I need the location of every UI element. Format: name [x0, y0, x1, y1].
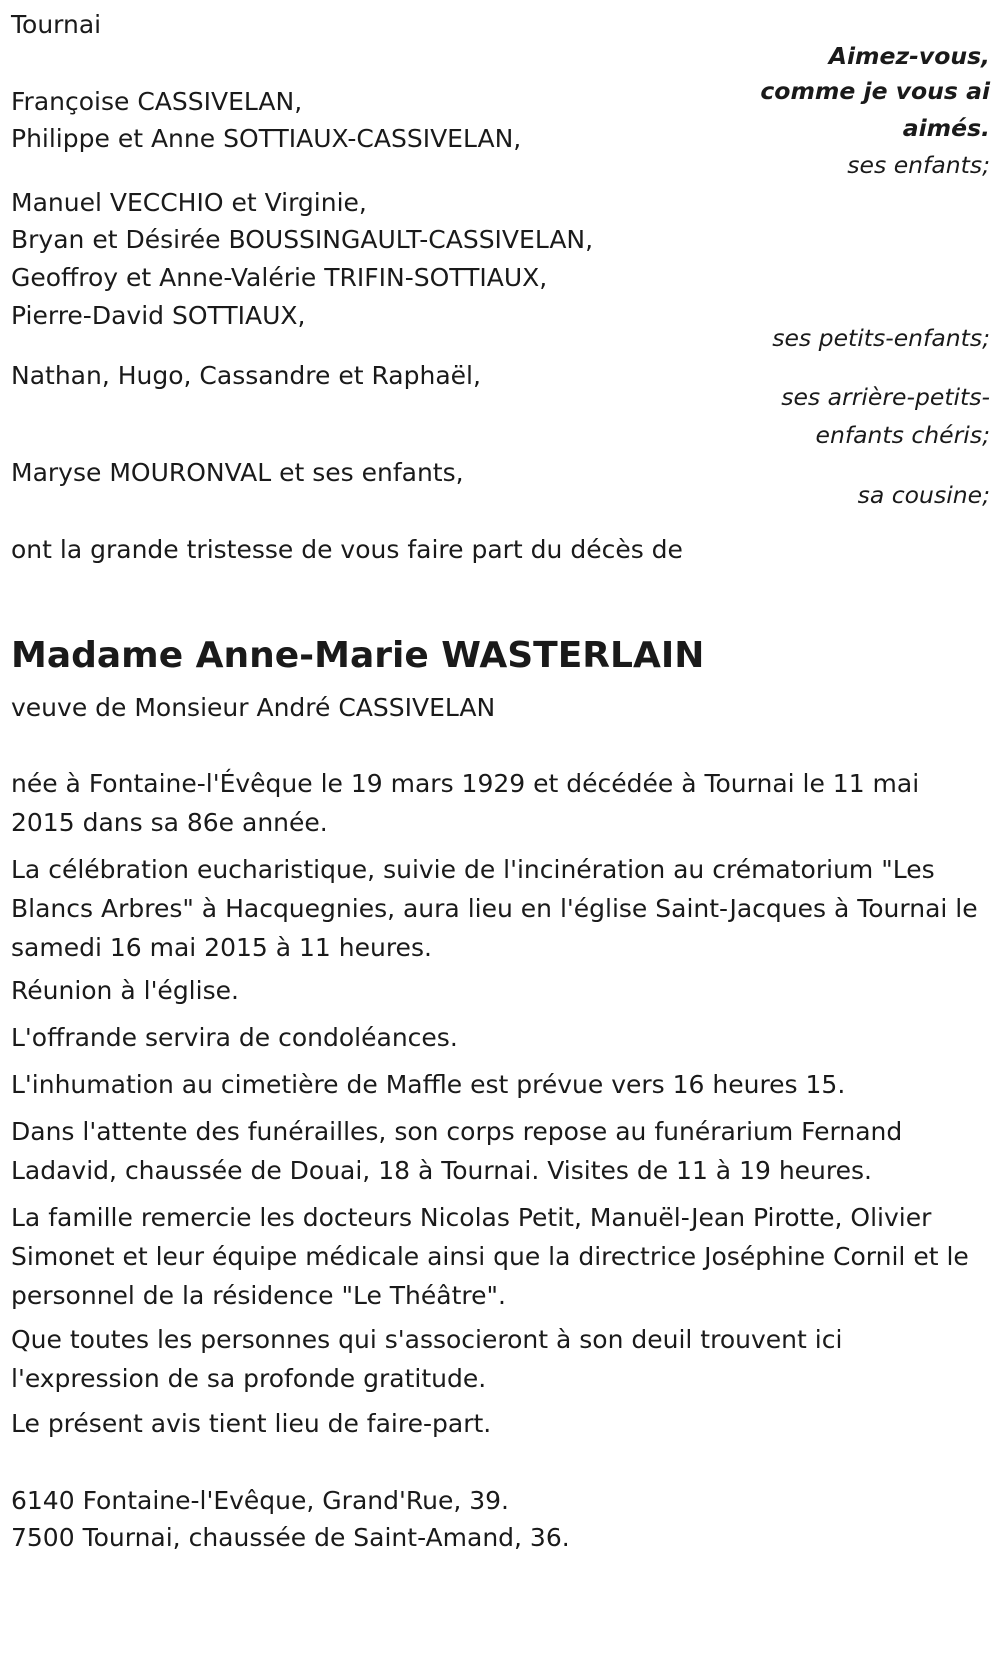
quote-line-3: aimés. — [902, 114, 990, 142]
grandchild-name-4: Pierre-David SOTTIAUX, — [11, 301, 306, 330]
paragraph-ceremony: La célébration eucharistique, suivie de l'incinération au crématorium "Les Blancs Arbres" à Hacquegnies, aura lieu en l'église Saint-Jacques à Tournai le samedi 16 mai 2015 à 11 heures. — [11, 855, 978, 962]
grandchild-name-1: Manuel VECCHIO et Virginie, — [11, 188, 367, 217]
cousin-name: Maryse MOURONVAL et ses enfants, — [11, 458, 464, 487]
great-grandchildren-names: Nathan, Hugo, Cassandre et Raphaël, — [11, 361, 481, 390]
child-name-1: Françoise CASSIVELAN, — [11, 87, 303, 116]
place-label: Tournai — [11, 10, 102, 39]
paragraph-meeting: Réunion à l'église. — [11, 976, 239, 1005]
widow-of-text: veuve de Monsieur André CASSIVELAN — [11, 693, 496, 722]
address-1: 6140 Fontaine-l'Evêque, Grand'Rue, 39. — [11, 1486, 509, 1515]
paragraph-burial: L'inhumation au cimetière de Maffle est prévue vers 16 heures 15. — [11, 1070, 846, 1099]
children-role: ses enfants; — [847, 151, 990, 179]
address-2: 7500 Tournai, chaussée de Saint-Amand, 36. — [11, 1523, 570, 1552]
grandchild-name-3: Geoffroy et Anne-Valérie TRIFIN-SOTTIAUX, — [11, 263, 548, 292]
great-grandchildren-role-line-2: enfants chéris; — [815, 421, 990, 449]
cousin-role: sa cousine; — [857, 481, 990, 509]
paragraph-notice: Le présent avis tient lieu de faire-part. — [11, 1409, 492, 1438]
paragraph-gratitude: Que toutes les personnes qui s'associeront à son deuil trouvent ici l'expression de sa profonde gratitude. — [11, 1325, 843, 1393]
quote-line-2: comme je vous ai — [760, 77, 990, 105]
deceased-name: Madame Anne-Marie WASTERLAIN — [11, 635, 705, 676]
grandchildren-role: ses petits-enfants; — [772, 324, 990, 352]
paragraph-funeral-home: Dans l'attente des funérailles, son corps repose au funérarium Fernand Ladavid, chaussée de Douai, 18 à Tournai. Visites de 11 à 19 heures. — [11, 1117, 903, 1185]
great-grandchildren-role-line-1: ses arrière-petits- — [781, 383, 990, 411]
child-name-2: Philippe et Anne SOTTIAUX-CASSIVELAN, — [11, 124, 522, 153]
paragraph-offering: L'offrande servira de condoléances. — [11, 1023, 458, 1052]
grandchild-name-2: Bryan et Désirée BOUSSINGAULT-CASSIVELAN, — [11, 225, 594, 254]
announcement-text: ont la grande tristesse de vous faire part du décès de — [11, 535, 683, 564]
paragraph-thanks: La famille remercie les docteurs Nicolas Petit, Manuël-Jean Pirotte, Olivier Simonet et leur équipe médicale ainsi que la directrice Joséphine Cornil et le personnel de la résidence "Le Théâtre". — [11, 1203, 969, 1310]
paragraph-birth-death: née à Fontaine-l'Évêque le 19 mars 1929 et décédée à Tournai le 11 mai 2015 dans sa 86e année. — [11, 769, 920, 837]
quote-line-1: Aimez-vous, — [828, 42, 990, 70]
